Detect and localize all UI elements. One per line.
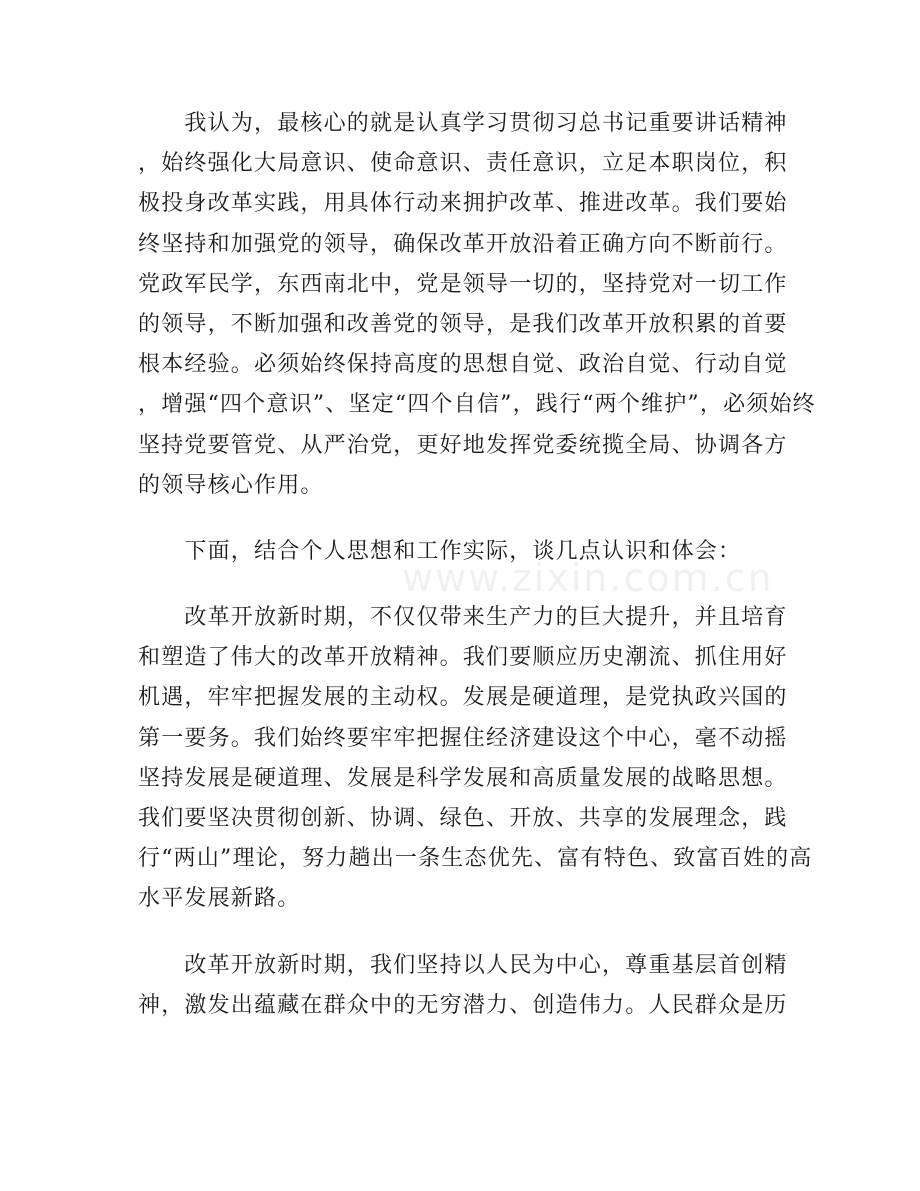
text-line: 的领导核心作用。 [138, 472, 324, 498]
text-line: 下面，结合个人思想和工作实际，谈几点认识和体会： [138, 538, 742, 564]
text-line: 的领导，不断加强和改善党的领导，是我们改革开放积累的首要 [138, 311, 788, 337]
text-line: 根本经验。必须始终保持高度的思想自觉、政治自觉、行动自觉 [138, 352, 788, 378]
paragraph-4 [138, 946, 788, 1026]
text-line: 我们要坚决贯彻创新、协调、绿色、开放、共享的发展理念，践 [138, 806, 788, 831]
text-line: 第一要务。我们始终要牢牢把握住经济建设这个中心，毫不动摇 [138, 725, 788, 751]
document-body [138, 104, 816, 1026]
text-line: 行“两山”理论，努力趟出一条生态优先、富有特色、致富百姓的高 [138, 846, 813, 872]
text-line: 水平发展新路。 [138, 886, 301, 912]
text-line: 坚持党要管党、从严治党，更好地发挥党委统揽全局、协调各方 [138, 432, 788, 458]
text-line: 终坚持和加强党的领导，确保改革开放沿着正确方向不断前行。 [138, 231, 788, 257]
text-line: 我认为，最核心的就是认真学习贯彻习总书记重要讲话精神 [138, 111, 788, 136]
text-line: 神，激发出蕴藏在群众中的无穷潜力、创造伟力。人民群众是历 [138, 992, 788, 1018]
paragraph-3 [138, 598, 813, 920]
watermark: www.zixin.com.cn [402, 556, 774, 600]
text-line: 坚持发展是硬道理、发展是科学发展和高质量发展的战略思想。 [138, 765, 788, 791]
paragraph-2 [138, 532, 784, 572]
paragraph-1 [138, 104, 816, 506]
text-line: 改革开放新时期，不仅仅带来生产力的巨大提升，并且培育 [138, 605, 788, 631]
text-line: 改革开放新时期，我们坚持以人民为中心，尊重基层首创精 [138, 952, 788, 978]
text-line: 极投身改革实践，用具体行动来拥护改革、推进改革。我们要始 [138, 191, 788, 217]
text-line: 和塑造了伟大的改革开放精神。我们要顺应历史潮流、抓住用好 [138, 645, 788, 671]
text-line: ，始终强化大局意识、使命意识、责任意识，立足本职岗位，积 [138, 151, 788, 177]
text-line: 机遇，牢牢把握发展的主动权。发展是硬道理，是党执政兴国的 [138, 685, 788, 711]
text-line: ，增强“四个意识”、坚定“四个自信”，践行“两个维护”，必须始终 [138, 392, 816, 418]
text-line: 党政军民学，东西南北中，党是领导一切的，坚持党对一切工作 [138, 271, 788, 297]
